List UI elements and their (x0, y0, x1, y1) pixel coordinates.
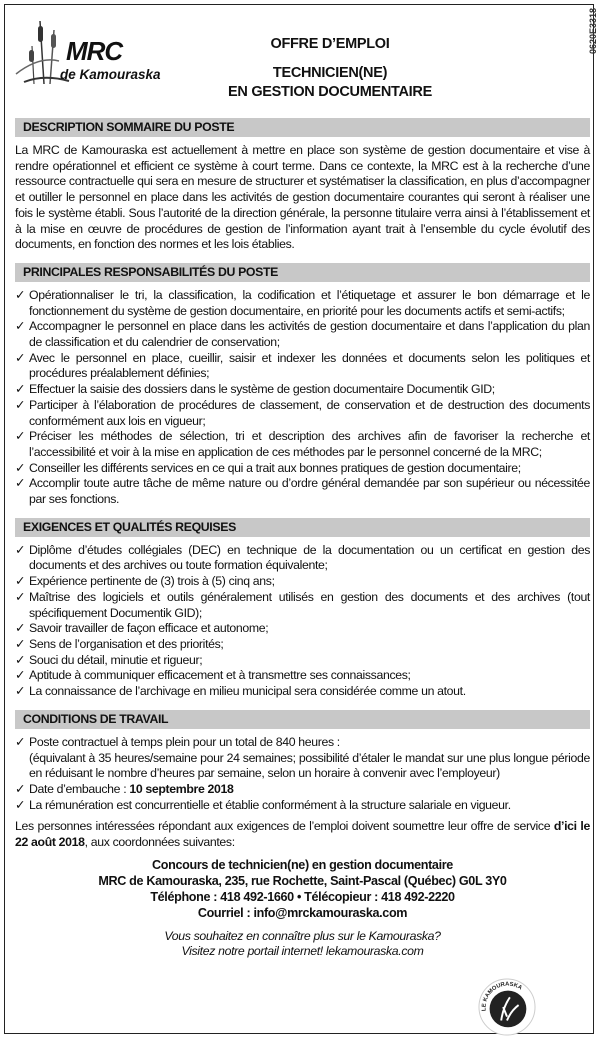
list-item: ✓ Accomplir toute autre tâche de même nature ou d’ordre général demandée par son supérieur ou nécessitée par ses fonctions. (15, 476, 590, 507)
list-item: ✓ Effectuer la saisie des dossiers dans le système de gestion documentaire Documentik GID; (15, 382, 495, 397)
check-icon: ✓ (15, 684, 25, 699)
promo-text (15, 929, 590, 960)
list-item: ✓ Savoir travailler de façon efficace et autonome; (15, 621, 269, 636)
position-title (180, 64, 480, 102)
check-icon: ✓ (15, 287, 25, 302)
check-icon: ✓ (15, 460, 25, 475)
list-item: ✓ Sens de l’organisation et des priorités; (15, 636, 224, 651)
logo-mrc: MRC (66, 36, 123, 66)
list-item: ✓ Date d’embauche : 10 septembre 2018 (15, 781, 234, 796)
promo-line-1: Vous souhaitez en connaître plus sur le Kamouraska? (164, 928, 441, 943)
description-text: La MRC de Kamouraska est actuellement à mettre en place son système de gestion documentaire et vise à rendre opérationnel et efficient ce système à court terme. Dans ce contexte, la MRC est à la recherche d’une ressource contractuelle qui sera en mesure de structurer et systématiser la classification, en plus d’accompagner et outiller le personnel en place dans les activités de gestion documentaire courantes qui seront à réaliser une fois le système établi. Sous l’autorité de la direction générale, la personne titulaire verra ainsi à l’établissement et à la mise en œuvre de procédures de gestion de l’information ayant trait à l’ensemble du cycle évolutif des documents, en fonction des normes et les lois établies. (15, 143, 590, 252)
check-icon: ✓ (15, 781, 25, 796)
conditions-list (15, 735, 590, 814)
check-icon: ✓ (15, 621, 25, 636)
ad-title: OFFRE D’EMPLOI (270, 36, 390, 52)
check-icon: ✓ (15, 574, 25, 589)
check-icon: ✓ (15, 382, 25, 397)
list-item: ✓ Expérience pertinente de (3) trois à (5) cinq ans; (15, 574, 275, 589)
application-text: Les personnes intéressées répondant aux exigences de l’emploi doivent soumettre leur offre de service d’ici le 22 août 2018, aux coordonnées suivantes: (15, 819, 590, 850)
contact-address: MRC de Kamouraska, 235, rue Rochette, Saint-Pascal (Québec) G0L 3Y0 (98, 873, 507, 888)
section-heading-description: DESCRIPTION SOMMAIRE DU POSTE (15, 118, 590, 137)
list-item: ✓ Maîtrise des logiciels et outils généralement utilisés en gestion des documents et des archives (tout spécifiquement Documentik GID); (15, 589, 590, 620)
list-item: ✓ La rémunération est concurrentielle et établie conformément à la structure salariale en vigueur. (15, 797, 511, 812)
list-item: ✓ Souci du détail, minutie et rigueur; (15, 652, 203, 667)
hire-date: 10 septembre 2018 (129, 781, 234, 796)
contact-phone-fax: Téléphone : 418 492-1660 • Télécopieur : 418 492-2220 (150, 889, 455, 904)
check-icon: ✓ (15, 319, 25, 334)
position-line-2: EN GESTION DOCUMENTAIRE (228, 84, 432, 100)
deadline: d’ici le 22 août 2018 (15, 819, 590, 850)
list-item: ✓ Accompagner le personnel en place dans les activités de gestion documentaire et dans l’application du plan de classification et du calendrier de conservation; (15, 319, 590, 350)
check-icon: ✓ (15, 636, 25, 651)
list-item: ✓ Diplôme d’études collégiales (DEC) en technique de la documentation ou un certificat en gestion des documents et des archives ou toute formation équivalente; (15, 542, 590, 573)
list-item: ✓ Préciser les méthodes de sélection, tri et description des archives afin de favoriser la recherche et l’accessibilité et voir à la mise en application de ces méthodes par le personnel concerné de la MRC; (15, 429, 590, 459)
le-kamouraska-badge-icon (478, 978, 536, 1036)
contact-competition: Concours de technicien(ne) en gestion documentaire (152, 857, 453, 872)
list-item: ✓ Opérationnaliser le tri, la classification, la codification et l’étiquetage et assurer le bon démarrage et le fonctionnement du système de gestion documentaire, en priorité pour les documents actifs et semi-actifs; (15, 287, 590, 318)
promo-website-link[interactable]: Visitez notre portail internet! lekamouraska.com (181, 944, 424, 959)
logo-kamouraska: de Kamouraska (60, 67, 161, 82)
section-heading-requirements: EXIGENCES ET QUALITÉS REQUISES (15, 518, 590, 537)
position-line-1: TECHNICIEN(NE) (272, 65, 388, 81)
check-icon: ✓ (15, 542, 25, 557)
check-icon: ✓ (15, 734, 25, 749)
list-item: ✓ Avec le personnel en place, cueillir, saisir et indexer les données et documents selon les politiques et procédures préalablement définies; (15, 350, 590, 381)
requirements-list (15, 543, 590, 700)
ad-body (15, 118, 590, 960)
list-item: ✓ Poste contractuel à temps plein pour un total de 840 heures : (équivalant à 35 heures/semaine pour 24 semaines; possibilité d’étaler le mandat sur une plus longue période en réduisant le nombre d’heures par semaine, selon un horaire à convenir avec l’employeur) (15, 734, 590, 781)
mrc-logo (14, 16, 174, 86)
list-item: ✓ Aptitude à communiquer efficacement et à transmettre ses connaissances; (15, 668, 411, 683)
contact-email[interactable]: Courriel : info@mrckamouraska.com (197, 905, 408, 920)
responsibilities-list (15, 288, 590, 508)
check-icon: ✓ (15, 652, 25, 667)
contact-block (15, 857, 590, 921)
list-item: ✓ La connaissance de l’archivage en milieu municipal sera considérée comme un atout. (15, 684, 466, 699)
check-icon: ✓ (15, 668, 25, 683)
check-icon: ✓ (15, 350, 25, 365)
check-icon: ✓ (15, 589, 25, 604)
section-heading-responsibilities: PRINCIPALES RESPONSABILITÉS DU POSTE (15, 263, 590, 282)
check-icon: ✓ (15, 797, 25, 812)
section-heading-conditions: CONDITIONS DE TRAVAIL (15, 710, 590, 729)
list-item: ✓ Conseiller les différents services en ce qui a trait aux bonnes pratiques de gestion documentaire; (15, 460, 521, 475)
check-icon: ✓ (15, 397, 25, 412)
check-icon: ✓ (15, 476, 25, 491)
check-icon: ✓ (15, 429, 25, 444)
svg-text:LE KAMOURASKA: LE KAMOURASKA (481, 981, 523, 1012)
list-item: ✓ Participer à l’élaboration de procédures de classement, de conservation et de destruction des documents conformément aux lois en vigueur; (15, 397, 590, 428)
ad-code: 0620E3318 (588, 8, 598, 55)
